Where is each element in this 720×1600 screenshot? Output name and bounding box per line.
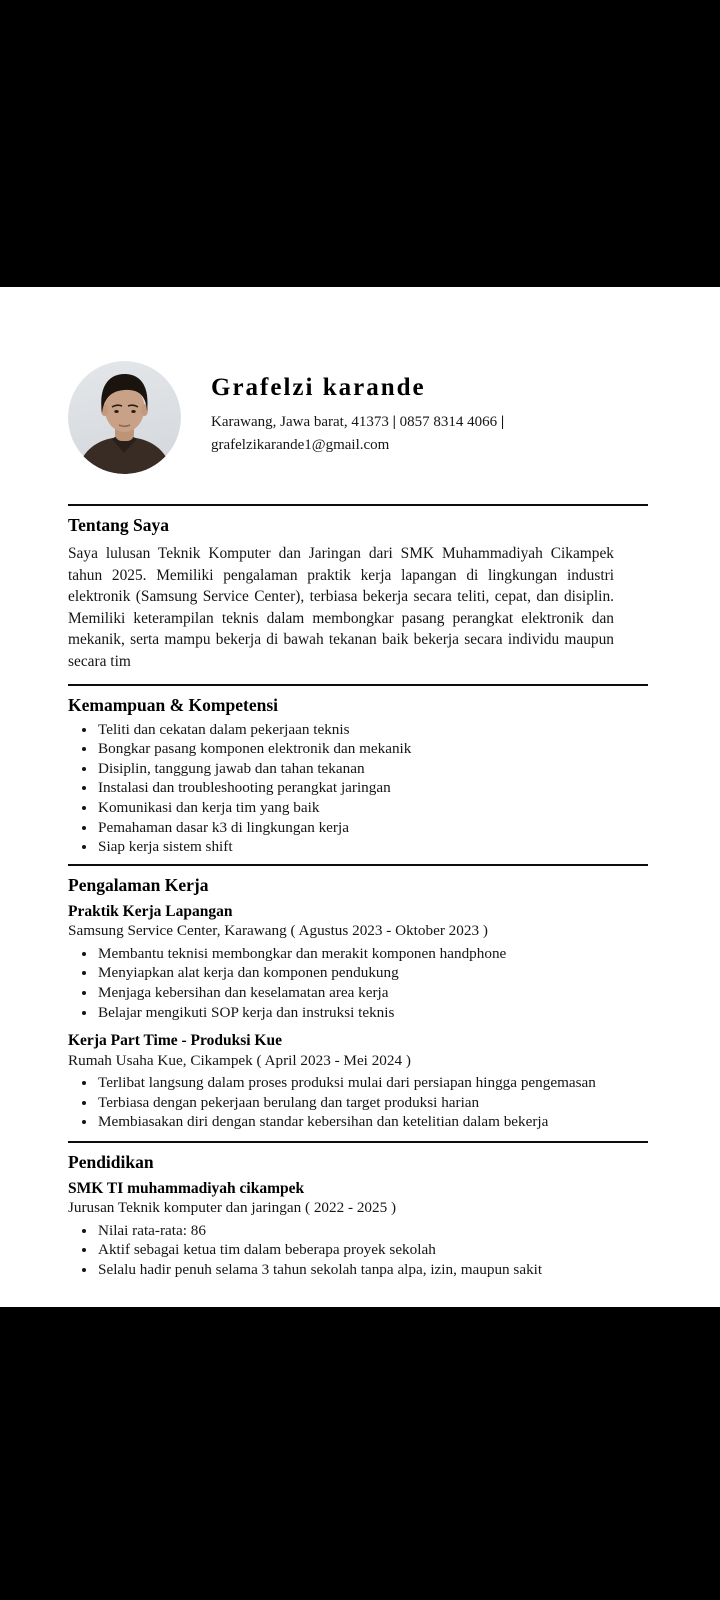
profile-photo-image	[68, 361, 181, 474]
skills-list	[68, 720, 648, 857]
skill-item: • Siap kerja sistem shift	[97, 837, 648, 857]
contact-separator: |	[392, 414, 396, 430]
job-points-list	[68, 944, 648, 1022]
skill-item: • Instalasi dan troubleshooting perangkat jaringan	[97, 778, 648, 798]
job-point: • Terbiasa dengan pekerjaan berulang dan target produksi harian	[97, 1093, 648, 1113]
job-point: • Terlibat langsung dalam proses produksi mulai dari persiapan hingga pengemasan	[97, 1073, 648, 1093]
job-point: • Membantu teknisi membongkar dan merakit komponen handphone	[97, 944, 648, 964]
contact-phone: 0857 8314 4066	[399, 414, 498, 430]
education-point: • Nilai rata-rata: 86	[97, 1221, 648, 1241]
section-divider	[68, 504, 648, 506]
skill-item: • Pemahaman dasar k3 di lingkungan kerja	[97, 818, 648, 838]
resume-page	[0, 287, 720, 1307]
contact-location: Karawang, Jawa barat, 41373	[211, 414, 389, 430]
education-school: SMK TI muhammadiyah cikampek	[68, 1179, 305, 1197]
education-points-list	[68, 1221, 648, 1280]
skill-item: • Komunikasi dan kerja tim yang baik	[97, 798, 648, 818]
skill-item: • Disiplin, tanggung jawab dan tahan tekanan	[97, 759, 648, 779]
job-point: • Membiasakan diri dengan standar kebersihan dan ketelitian dalam bekerja	[97, 1112, 648, 1132]
profile-photo	[68, 361, 181, 474]
about-paragraph: Saya lulusan Teknik Komputer dan Jaringan dari SMK Muhammadiyah Cikampek tahun 2025. Memiliki pengalaman praktik kerja lapangan di lingkungan industri elektronik (Samsung Service Center), terbiasa bekerja secara teliti, cepat, dan disiplin. Memiliki keterampilan teknis dalam membongkar pasang perangkat elektronik dan mekanik, serta mampu bekerja di bawah tekanan baik bekerja secara individu maupun secara tim	[68, 545, 614, 670]
resume-header	[68, 361, 648, 474]
section-divider	[68, 1141, 648, 1143]
section-title-experience: Pengalaman Kerja	[68, 874, 209, 895]
education-point: • Selalu hadir penuh selama 3 tahun sekolah tanpa alpa, izin, maupun sakit	[97, 1260, 648, 1280]
job-point: • Menjaga kebersihan dan keselamatan area kerja	[97, 983, 648, 1003]
section-title-skills: Kemampuan & Kompetensi	[68, 694, 278, 715]
person-name: Grafelzi karande	[211, 374, 426, 401]
job-role: Praktik Kerja Lapangan	[68, 902, 233, 920]
job-point: • Belajar mengikuti SOP kerja dan instruksi teknis	[97, 1003, 648, 1023]
job-organization: Rumah Usaha Kue, Cikampek ( April 2023 - Mei 2024 )	[68, 1051, 411, 1069]
education-program: Jurusan Teknik komputer dan jaringan ( 2022 - 2025 )	[68, 1199, 397, 1217]
job-role: Kerja Part Time - Produksi Kue	[68, 1032, 282, 1050]
section-title-education: Pendidikan	[68, 1151, 154, 1172]
contact-email: grafelzikarande1@gmail.com	[211, 436, 390, 453]
header-text	[211, 361, 504, 456]
section-divider	[68, 684, 648, 686]
section-divider	[68, 864, 648, 866]
contact-separator-trailing: |	[500, 414, 505, 430]
skill-item: • Teliti dan cekatan dalam pekerjaan teknis	[97, 720, 648, 740]
education-point: • Aktif sebagai ketua tim dalam beberapa proyek sekolah	[97, 1240, 648, 1260]
section-title-about: Tentang Saya	[68, 515, 169, 535]
contact-line	[211, 411, 504, 434]
skill-item: • Bongkar pasang komponen elektronik dan mekanik	[97, 739, 648, 759]
job-point: • Menyiapkan alat kerja dan komponen pendukung	[97, 963, 648, 983]
job-organization: Samsung Service Center, Karawang ( Agustus 2023 - Oktober 2023 )	[68, 922, 488, 940]
job-points-list	[68, 1073, 648, 1132]
